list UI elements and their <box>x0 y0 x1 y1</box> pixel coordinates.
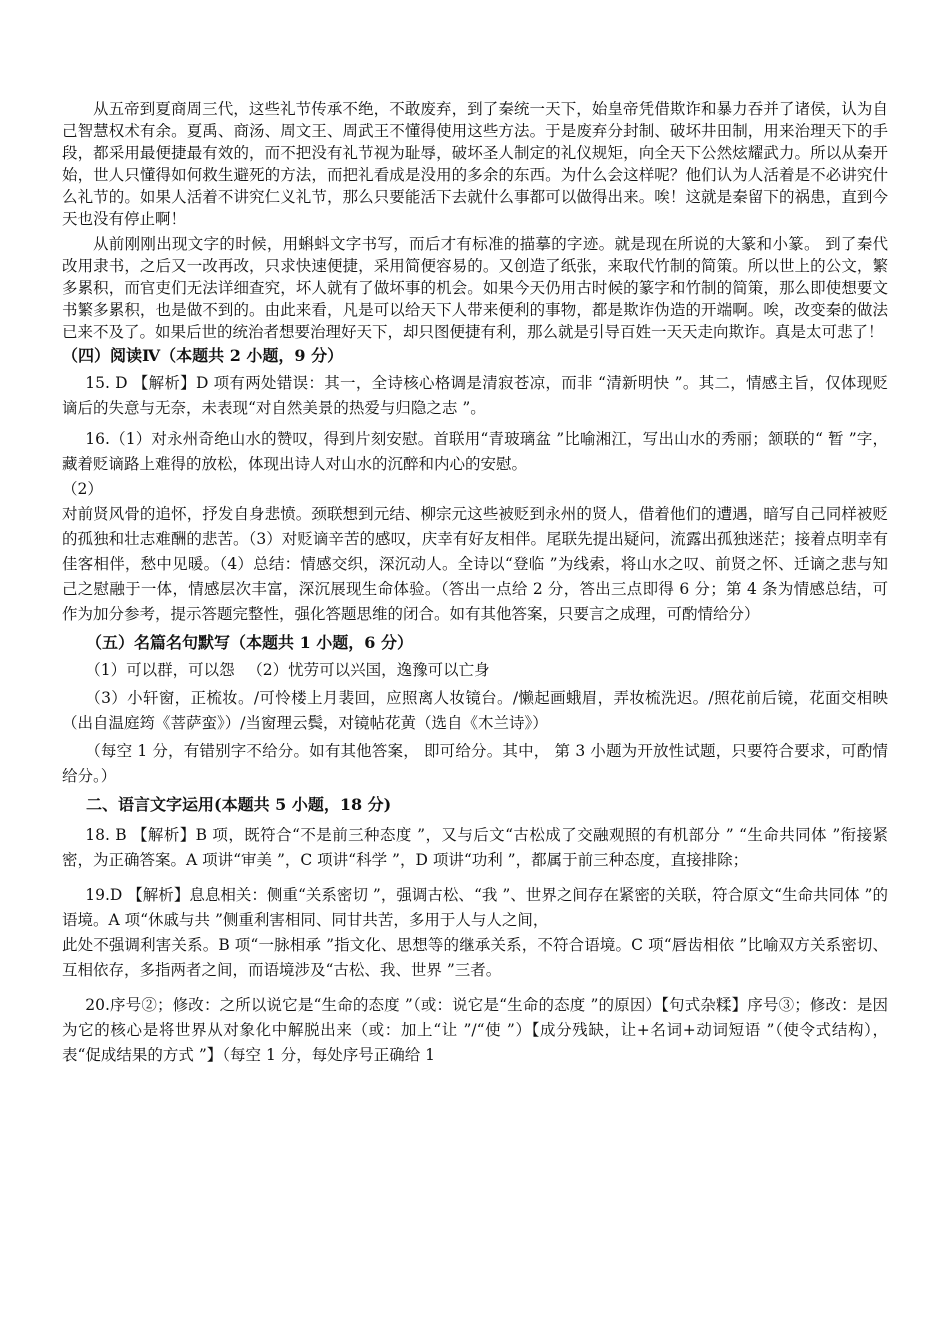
recitation-scoring-note: （每空 1 分，有错别字不给分。如有其他答案， 即可给分。其中， 第 3 小题为开放性试题，只要符合要求，可酌情给分。） <box>62 742 888 785</box>
answer-16-part-2: 对前贤风骨的追怀，抒发自身悲愤。颈联想到元结、柳宗元这些被贬到永州的贤人，借着他们的遭遇，暗写自己同样被贬的孤独和壮志难酬的悲苦。（3）对贬谪辛苦的感叹，庆幸有好友相伴。尾联先提出疑问，流露出孤独迷茫；接着点明幸有佳客相伴，愁中见暖。（4）总结：情感交织，深沉动人。全诗以“登临 ”为线索，将山水之叹、前贤之怀、迁谪之悲与知己之慰融于一体，情感层次丰富，深沉展现生命体验。（答出一点给 2 分，答出三点即得 6 分；第 4 条为情感总结，可作为加分参考，提示答题完整性，强化答题思维的闭合。如有其他答案，只要言之成理，可酌情给分） <box>62 505 888 623</box>
section-4-heading: （四）阅读Ⅳ（本题共 2 小题，9 分） <box>62 346 344 365</box>
section-5-heading: （五）名篇名句默写（本题共 1 小题，6 分） <box>86 633 413 652</box>
recitation-line-3: （3）小轩窗，正梳妆。/可怜楼上月裴回，应照离人妆镜台。/懒起画蛾眉，弄妆梳洗迟。/照花前后镜，花面交相映（出自温庭筠《菩萨蛮》）/当窗理云鬓，对镜帖花黄（选自《木兰诗》） <box>62 689 888 732</box>
translation-paragraph-1: 从五帝到夏商周三代，这些礼节传承不绝，不敢废弃，到了秦统一天下，始皇帝凭借欺诈和暴力吞并了诸侯，认为自己智慧权术有余。夏禹、商汤、周文王、周武王不懂得使用这些方法。于是废弃分封制、破坏井田制，用来治理天下的手段，都采用最便捷最有效的，而不把没有礼节视为耻辱，破坏圣人制定的礼仪规矩，向全天下公然炫耀武力。所以从秦开始，世人只懂得如何救生避死的方法，而把礼看成是没用的多余的东西。为什么会这样呢？他们认为人活着是不必讲究什么礼节的。如果人活着不讲究仁义礼节，那么只要能活下去就什么事都可以做得出来。唉！这就是秦留下的祸患，直到今天也没有停止啊！ <box>62 100 888 228</box>
answer-16-part-1: 16.（1）对永州奇绝山水的赞叹，得到片刻安慰。首联用“青玻璃盆 ”比喻湘江，写出山水的秀丽；颔联的“ 暂 ”字，藏着贬谪路上难得的放松，体现出诗人对山水的沉醉和内心的安慰。 <box>62 430 888 473</box>
answer-16-part-2-label: （2） <box>62 480 103 498</box>
answer-20: 20.序号②；修改：之所以说它是“生命的态度 ”（或：说它是“生命的态度 ”的原因）【句式杂糅】序号③；修改：是因为它的核心是将世界从对象化中解脱出来（或：加上“让 ”/“使 ”）【成分残缺，让+名词+动词短语 ”（使令式结构），表“促成结果的方式 ”】（每空 1 分，每处序号正确给 1 <box>62 996 888 1064</box>
answer-19-part-2: 此处不强调利害关系。B 项“一脉相承 ”指文化、思想等的继承关系，不符合语境。C 项“唇齿相依 ”比喻双方关系密切、互相依存，多指两者之间，而语境涉及“古松、我、世界 ”三者。 <box>62 936 888 979</box>
answer-15: 15. D 【解析】D 项有两处错误：其一，全诗核心格调是清寂苍凉，而非 “清新明快 ”。其二，情感主旨，仅体现贬谪后的失意与无奈，未表现“对自然美景的热爱与归隐之志 ”。 <box>62 374 888 417</box>
document-page <box>62 98 888 1068</box>
translation-paragraph-2: 从前刚刚出现文字的时候，用蝌蚪文字书写，而后才有标准的描摹的字迹。就是现在所说的大篆和小篆。 到了秦代改用隶书，之后又一改再改，只求快速便捷，采用简便容易的。又创造了纸张，来取代竹制的简策。所以世上的公文，繁多累积，而官吏们无法详细查究，坏人就有了做坏事的机会。如果今天仍用古时候的篆字和竹制的简策，那么即使想要文书繁多累积，也是做不到的。由此来看，凡是可以给天下人带来便利的事物，都是欺诈伪造的开端啊。唉，改变秦的做法已来不及了。如果后世的统治者想要治理好天下，却只图便捷有利，那么就是引导百姓一天天走向欺诈。真是太可悲了！ <box>62 235 888 341</box>
answer-18: 18. B 【解析】B 项，既符合“不是前三种态度 ”，又与后文“古松成了交融观照的有机部分 ” “生命共同体 ”衔接紧密，为正确答案。A 项讲“审美 ”，C 项讲“科学 ”，D 项讲“功利 ”，都属于前三种态度，直接排除； <box>62 826 888 869</box>
recitation-line-1: （1）可以群，可以怨 （2）忧劳可以兴国，逸豫可以亡身 <box>85 661 490 679</box>
answer-19-part-1: 19.D 【解析】息息相关：侧重“关系密切 ”，强调古松、“我 ”、世界之间存在紧密的关联，符合原文“生命共同体 ”的语境。A 项“休戚与共 ”侧重利害相同、同甘共苦，多用于人与人之间， <box>62 886 888 929</box>
part-2-heading: 二、语言文字运用(本题共 5 小题，18 分) <box>86 795 392 814</box>
